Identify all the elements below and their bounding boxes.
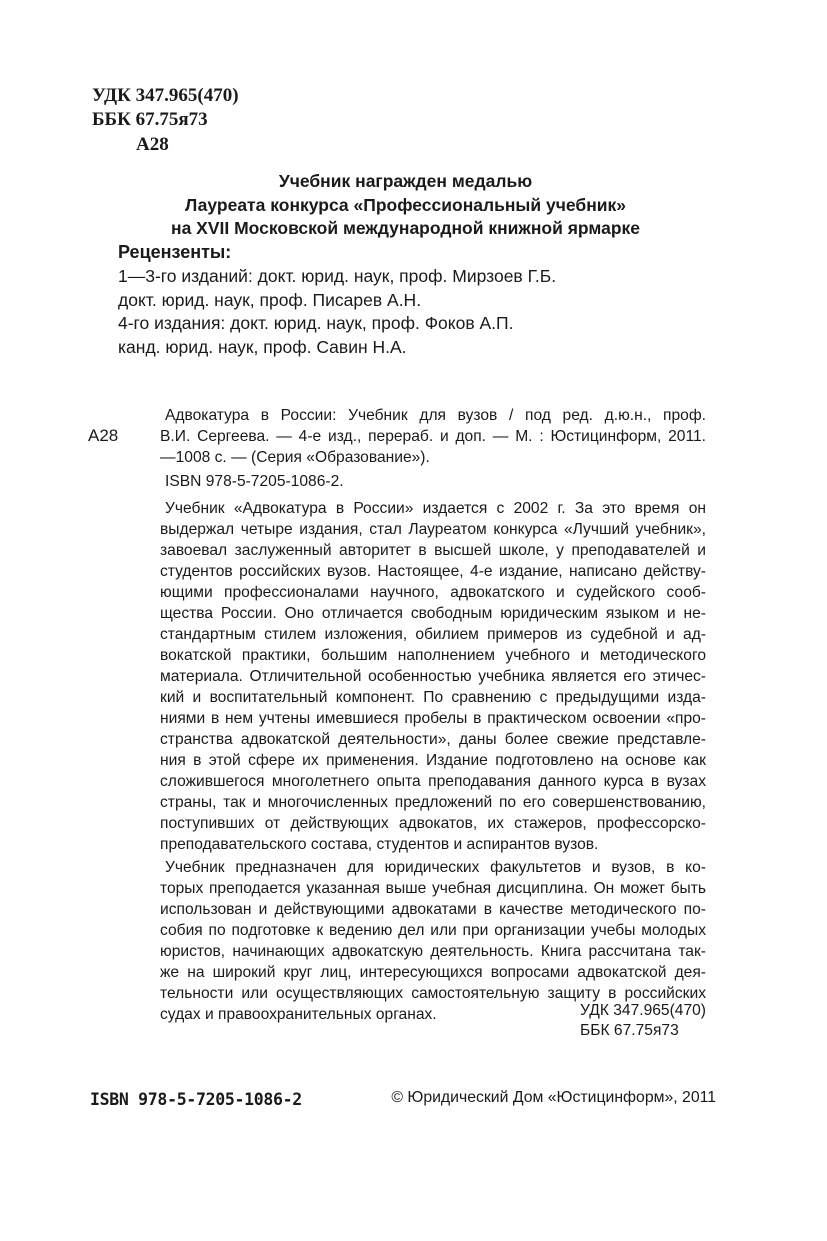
reviewer-line: докт. юрид. наук, проф. Писарев А.Н. [118, 290, 422, 310]
award-line-3: на XVII Московской международной книжной ярмарке [171, 218, 640, 238]
text-line: завоевал заслуженный авторитет в высшей школе, у преподавателей и [160, 542, 706, 559]
reviewer-line: 4-го издания: докт. юрид. наук, проф. Фоков А.П. [118, 313, 514, 333]
text-line: сложившегося многолетнего опыта преподавания данного курса в вузах [160, 773, 706, 790]
bibliographic-line: В.И. Сергеева. — 4-е изд., перераб. и доп. — М. : Юстицинформ, 2011. [160, 428, 706, 445]
text-line: юристов, начинающих адвокатскую деятельность. Книга рассчитана так- [160, 943, 706, 960]
text-line: поступивших от действующих адвокатов, их стажеров, профессорско- [160, 815, 706, 832]
text-line: ющими профессионалами научного, адвокатского и судейского сооб- [160, 584, 706, 601]
text-line: щества России. Оно отличается свободным юридическим языком и не- [160, 605, 706, 622]
bibliographic-line: Адвокатура в России: Учебник для вузов / под ред. д.ю.н., проф. [165, 407, 706, 424]
catalog-udk: УДК 347.965(470) [580, 1002, 706, 1019]
text-line: Учебник предназначен для юридических факультетов и вузов, в ко- [165, 859, 706, 876]
footer-copyright: © Юридический Дом «Юстицинформ», 2011 [391, 1089, 716, 1106]
catalog-bbk: ББК 67.75я73 [580, 1022, 679, 1039]
text-line: же на широкий круг лиц, интересующихся вопросами адвокатской дея- [160, 964, 706, 981]
text-line: странства адвокатской деятельности», даны более свежие представле- [160, 731, 706, 748]
text-line: торых преподается указанная выше учебная дисциплина. Он может быть [160, 880, 706, 897]
text-line: преподавательского состава, студентов и аспирантов вузов. [160, 836, 599, 853]
reviewer-line: канд. юрид. наук, проф. Савин Н.А. [118, 337, 407, 357]
footer-isbn: ISBN 978-5-7205-1086-2 [90, 1090, 302, 1109]
text-line: выдержал четыре издания, стал Лауреатом конкурса «Лучший учебник», [160, 521, 706, 538]
udk-code: УДК 347.965(470) [92, 85, 239, 106]
text-line: собия по подготовке к ведению дел или при организации учебы молодых [160, 922, 706, 939]
annotation-paragraph-1 [160, 498, 711, 855]
catalog-text [160, 405, 711, 1025]
bbk-code: ББК 67.75я73 [92, 109, 208, 130]
text-line: кий и воспитательный компонент. По сравнению с предыдущими изда- [160, 689, 706, 706]
text-line: страны, так и многочисленных предложений по его совершенствованию, [160, 794, 706, 811]
text-line: материала. Отличительной особенностью учебника является его этичес- [160, 668, 706, 685]
text-line: стандартным стилем изложения, обилием примеров из судебной и ад- [160, 626, 706, 643]
text-line: студентов российских вузов. Настоящее, 4-е издание, написано действу- [160, 563, 706, 580]
text-line: Учебник «Адвокатура в России» издается с 2002 г. За это время он [165, 500, 706, 517]
award-line-1: Учебник награжден медалью [278, 171, 533, 191]
bibliographic-line: —1008 с. — (Серия «Образование»). [160, 449, 430, 466]
text-line: вокатской практики, большим наполнением учебного и методического [160, 647, 706, 664]
catalog-mark: А28 [88, 426, 119, 445]
text-line: тельности или осуществляющих самостоятельную защиту в российских [160, 985, 706, 1002]
reviewer-line: 1—3-го изданий: докт. юрид. наук, проф. Мирзоев Г.Б. [118, 266, 557, 286]
catalog-udk-bbk [580, 1002, 706, 1040]
text-line: ниями в нем учтены имевшиеся пробелы в практическом освоении «про- [160, 710, 706, 727]
reviewers-heading: Рецензенты: [118, 242, 232, 262]
isbn-line: ISBN 978-5-7205-1086-2. [165, 473, 344, 490]
author-mark: А28 [136, 134, 169, 155]
text-line: ния в этой сфере их применения. Издание подготовлено на основе как [160, 752, 706, 769]
text-line: использован и действующими адвокатами в качестве методического по- [160, 901, 706, 918]
annotation-paragraph-2 [160, 857, 711, 1025]
text-line: судах и правоохранительных органах. [160, 1006, 437, 1023]
award-line-2: Лауреата конкурса «Профессиональный учебник» [184, 195, 627, 215]
